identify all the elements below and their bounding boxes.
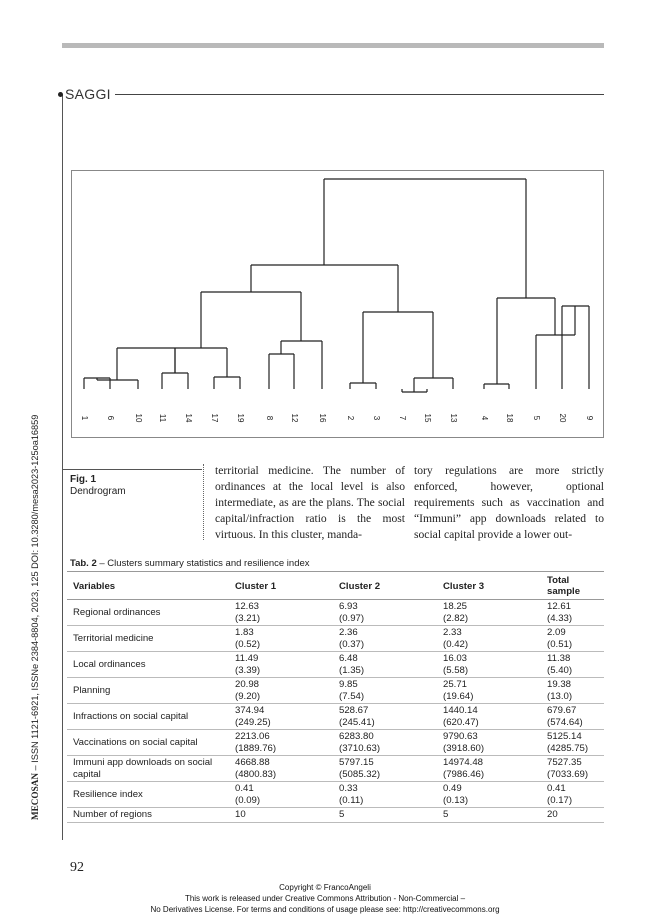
cell-sd: (245.41) xyxy=(339,716,375,728)
cell-sd: (9.20) xyxy=(235,690,261,702)
cell-sd: (0.17) xyxy=(547,794,573,806)
body-column-1 xyxy=(215,463,405,543)
cell-value: 20 xyxy=(547,809,558,820)
table-cell xyxy=(333,808,437,823)
table-cell xyxy=(541,782,604,808)
footer xyxy=(0,882,650,915)
cell-value: 10 xyxy=(235,809,246,820)
table-cell xyxy=(437,782,541,808)
cell-sd: (0.97) xyxy=(339,612,365,624)
cell-sd: (1.35) xyxy=(339,664,365,676)
table-row xyxy=(67,652,604,678)
table-cell xyxy=(229,756,333,782)
variable-label: Immuni app downloads on social capital xyxy=(67,756,229,782)
table-cell xyxy=(333,782,437,808)
table-cell xyxy=(437,756,541,782)
cell-sd: (7.54) xyxy=(339,690,365,702)
cell-value: 0.33 xyxy=(339,783,358,794)
table-cell xyxy=(437,730,541,756)
journal-name: MECOSAN xyxy=(30,773,40,820)
table-number: Tab. 2 xyxy=(70,558,97,569)
footer-terms: No Derivatives License. For terms and conditions of usage please see: http://creativecommons.org xyxy=(150,905,500,914)
cell-sd: (0.11) xyxy=(339,794,364,806)
bullet-icon xyxy=(58,92,63,97)
figure-number: Fig. 1 xyxy=(70,474,97,485)
variable-label: Infractions on social capital xyxy=(67,704,229,730)
leaf-label: 18 xyxy=(504,413,514,423)
cell-value: 679.67 xyxy=(547,705,577,716)
cell-value: 374.94 xyxy=(235,705,265,716)
cell-sd: (3.21) xyxy=(235,612,261,624)
table-cell xyxy=(229,600,333,626)
table-cell xyxy=(437,808,541,823)
table-row xyxy=(67,678,604,704)
table-cell xyxy=(541,704,604,730)
cell-value: 18.25 xyxy=(443,601,468,612)
leaf-label: 17 xyxy=(209,413,219,423)
table-cell xyxy=(541,652,604,678)
cell-sd: (4800.83) xyxy=(235,768,277,780)
journal-details: – ISSN 1121-6921, ISSNe 2384-8804, 2023, 125 DOI: 10.3280/mesa2023-125oa16859 xyxy=(30,414,40,774)
variable-label: Territorial medicine xyxy=(67,626,229,652)
cell-value: 14974.48 xyxy=(443,757,484,768)
variable-label: Resilience index xyxy=(67,782,229,808)
cell-value: 12.63 xyxy=(235,601,260,612)
cell-value: 11.49 xyxy=(235,653,259,664)
leaf-label: 1 xyxy=(79,415,89,421)
variable-label: Planning xyxy=(67,678,229,704)
top-rule xyxy=(62,43,604,48)
table-cell xyxy=(437,704,541,730)
cell-sd: (7033.69) xyxy=(547,768,589,780)
leaf-label: 8 xyxy=(264,415,274,421)
cell-value: 20.98 xyxy=(235,679,260,690)
page-number: 92 xyxy=(70,860,84,875)
table-cell xyxy=(541,756,604,782)
table-cell xyxy=(437,626,541,652)
table-row xyxy=(67,626,604,652)
leaf-label: 15 xyxy=(422,413,432,423)
cell-value: 25.71 xyxy=(443,679,468,690)
cell-value: 0.49 xyxy=(443,783,462,794)
table-row xyxy=(67,756,604,782)
figure-caption xyxy=(70,474,126,498)
leaf-label: 13 xyxy=(448,413,458,423)
table-row xyxy=(67,600,604,626)
leaf-label: 12 xyxy=(289,413,299,423)
cell-sd: (19.64) xyxy=(443,690,474,702)
leaf-label: 16 xyxy=(317,413,327,423)
section-rule xyxy=(115,94,604,95)
cell-sd: (3.39) xyxy=(235,664,261,676)
table-cell xyxy=(333,704,437,730)
cell-sd: (249.25) xyxy=(235,716,271,728)
table-row xyxy=(67,782,604,808)
table-row xyxy=(67,704,604,730)
cell-sd: (0.51) xyxy=(547,638,573,650)
cell-sd: (5085.32) xyxy=(339,768,381,780)
table-row xyxy=(67,730,604,756)
table-cell xyxy=(333,652,437,678)
dendrogram xyxy=(71,170,604,438)
table-cell xyxy=(437,652,541,678)
cell-value: 0.41 xyxy=(547,783,566,794)
cell-value: 5125.14 xyxy=(547,731,582,742)
table-cell xyxy=(229,678,333,704)
cell-sd: (4.33) xyxy=(547,612,573,624)
cell-sd: (7986.46) xyxy=(443,768,485,780)
cell-sd: (3710.63) xyxy=(339,742,381,754)
cell-value: 1440.14 xyxy=(443,705,478,716)
cell-sd: (0.42) xyxy=(443,638,469,650)
cell-value: 2.09 xyxy=(547,627,566,638)
cell-sd: (4285.75) xyxy=(547,742,589,754)
side-info xyxy=(30,400,40,820)
leaf-label: 19 xyxy=(235,413,245,423)
cell-sd: (3918.60) xyxy=(443,742,485,754)
table-cell xyxy=(229,808,333,823)
table-cell xyxy=(229,782,333,808)
leaf-label: 11 xyxy=(157,413,167,423)
cell-value: 19.38 xyxy=(547,679,572,690)
figure-title: Dendrogram xyxy=(70,486,126,497)
footer-copyright: Copyright © FrancoAngeli xyxy=(279,883,371,892)
table-cell xyxy=(437,678,541,704)
cell-value: 12.61 xyxy=(547,601,572,612)
table-cell xyxy=(541,808,604,823)
cell-sd: (1889.76) xyxy=(235,742,277,754)
header-total: Total sample xyxy=(541,572,604,600)
cell-value: 528.67 xyxy=(339,705,369,716)
table-cell xyxy=(229,626,333,652)
leaf-label: 5 xyxy=(531,415,541,421)
cell-value: 6.93 xyxy=(339,601,358,612)
figure-frame xyxy=(72,171,604,438)
cell-sd: (5.40) xyxy=(547,664,573,676)
variable-label: Number of regions xyxy=(67,808,229,823)
caption-divider xyxy=(203,464,204,540)
statistics-table xyxy=(67,571,604,823)
cell-value: 5 xyxy=(339,809,345,820)
cell-value: 2.33 xyxy=(443,627,462,638)
cell-value: 6283.80 xyxy=(339,731,374,742)
cell-value: 9790.63 xyxy=(443,731,478,742)
leaf-label: 4 xyxy=(479,415,489,421)
table-cell xyxy=(541,600,604,626)
cell-value: 7527.35 xyxy=(547,757,582,768)
cell-value: 0.41 xyxy=(235,783,254,794)
table-cell xyxy=(541,730,604,756)
table-row xyxy=(67,808,604,823)
cell-value: 16.03 xyxy=(443,653,468,664)
table-cell xyxy=(541,678,604,704)
margin-rule xyxy=(62,95,63,840)
leaf-label: 10 xyxy=(133,413,143,423)
table-cell xyxy=(229,652,333,678)
body-text-1: territorial medicine. The number of ordinances at the local level is also intermediate, as are the plans. The social capital/infraction ratio is the most virtuous. In this cluster, manda- xyxy=(215,464,405,541)
table-cell xyxy=(333,756,437,782)
variable-label: Local ordinances xyxy=(67,652,229,678)
leaf-label: 14 xyxy=(183,413,193,423)
cell-sd: (13.0) xyxy=(547,690,573,702)
table-cell xyxy=(333,678,437,704)
header-variables: Variables xyxy=(67,572,229,600)
cell-value: 5 xyxy=(443,809,449,820)
section-label: SAGGI xyxy=(65,86,111,102)
table-caption xyxy=(70,558,310,569)
cell-sd: (2.82) xyxy=(443,612,469,624)
table-cell xyxy=(333,730,437,756)
leaf-label: 2 xyxy=(345,415,355,421)
dendrogram-figure xyxy=(71,170,604,438)
table-title: – Clusters summary statistics and resilience index xyxy=(96,558,310,569)
table-cell xyxy=(333,600,437,626)
table-header-row xyxy=(67,572,604,600)
leaf-label: 3 xyxy=(371,415,381,421)
cell-sd: (5.58) xyxy=(443,664,469,676)
footer-license: This work is released under Creative Commons Attribution - Non-Commercial – xyxy=(184,894,466,903)
cell-value: 1.83 xyxy=(235,627,254,638)
leaf-label: 6 xyxy=(105,415,115,421)
leaf-label: 7 xyxy=(397,415,407,421)
table-cell xyxy=(229,730,333,756)
cell-value: 6.48 xyxy=(339,653,358,664)
cell-value: 5797.15 xyxy=(339,757,374,768)
cell-value: 11.38 xyxy=(547,653,571,664)
header-cluster-1: Cluster 1 xyxy=(229,572,333,600)
cell-sd: (574.64) xyxy=(547,716,583,728)
section-header xyxy=(58,86,604,102)
cell-sd: (0.09) xyxy=(235,794,261,806)
variable-label: Regional ordinances xyxy=(67,600,229,626)
cell-value: 2.36 xyxy=(339,627,358,638)
header-cluster-2: Cluster 2 xyxy=(333,572,437,600)
table-cell xyxy=(541,626,604,652)
table-cell xyxy=(437,600,541,626)
cell-value: 9.85 xyxy=(339,679,358,690)
cell-sd: (0.52) xyxy=(235,638,261,650)
leaf-label: 9 xyxy=(584,415,594,421)
header-cluster-3: Cluster 3 xyxy=(437,572,541,600)
table-cell xyxy=(333,626,437,652)
caption-rule xyxy=(63,469,202,470)
cell-sd: (0.37) xyxy=(339,638,365,650)
cell-sd: (620.47) xyxy=(443,716,479,728)
leaf-label: 20 xyxy=(557,413,567,423)
table-cell xyxy=(229,704,333,730)
body-text-2: tory regulations are more strictly enforced, however, optional requirements such as vaccination and “Immuni” app downloads related to social capital provide a lower out- xyxy=(414,464,604,541)
variable-label: Vaccinations on social capital xyxy=(67,730,229,756)
body-column-2 xyxy=(414,463,604,543)
cell-value: 4668.88 xyxy=(235,757,270,768)
cell-sd: (0.13) xyxy=(443,794,469,806)
cell-value: 2213.06 xyxy=(235,731,270,742)
